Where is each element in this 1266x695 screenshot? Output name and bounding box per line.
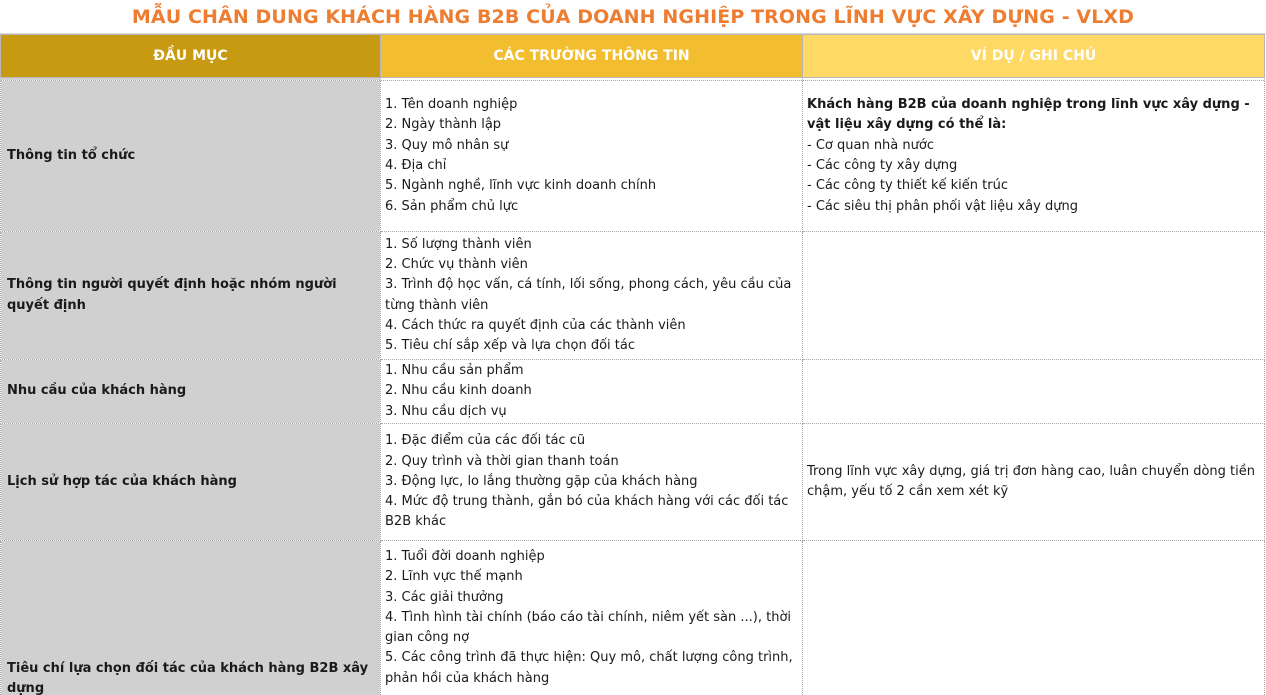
field-item: 3. Nhu cầu dịch vụ [385, 403, 507, 419]
field-item: 2. Ngày thành lập [385, 117, 502, 133]
field-item: 1. Nhu cầu sản phẩm [385, 363, 524, 379]
table-row [1, 81, 1265, 232]
field-item: 3. Trình độ học vấn, cá tính, lối sống, phong cách, yêu cầu của từng thành viên [385, 277, 792, 313]
note-item: - Các siêu thị phân phối vật liệu xây dựng [807, 198, 1078, 214]
category-cell[interactable] [1, 360, 381, 424]
notes-cell[interactable] [803, 424, 1265, 541]
header-notes[interactable]: VÍ DỤ / GHI CHÚ [803, 35, 1265, 78]
field-item: 2. Nhu cầu kinh doanh [385, 383, 532, 399]
field-item: 3. Các giải thưởng [385, 589, 504, 605]
field-item: 6. Sản phẩm chủ lực [385, 198, 519, 214]
sheet-title: MẪU CHÂN DUNG KHÁCH HÀNG B2B CỦA DOANH NGHIỆP TRONG LĨNH VỰC XÂY DỰNG - VLXD [0, 0, 1266, 34]
notes-cell[interactable] [803, 360, 1265, 424]
fields-cell[interactable] [381, 232, 803, 360]
field-item: 1. Tên doanh nghiệp [385, 97, 518, 113]
note-heading: Khách hàng B2B của doanh nghiệp trong lĩnh vực xây dựng - vật liệu xây dựng có thể là: [807, 97, 1250, 133]
header-row [1, 35, 1265, 78]
note-item: - Các công ty xây dựng [807, 158, 958, 173]
table-row [1, 424, 1265, 541]
field-item: 5. Các công trình đã thực hiện: Quy mô, chất lượng công trình, phản hồi của khách hàng [385, 650, 793, 686]
field-item: 2. Quy trình và thời gian thanh toán [385, 453, 619, 469]
customer-profile-table [0, 34, 1265, 695]
category-label: Thông tin người quyết định hoặc nhóm người quyết định [7, 277, 337, 313]
fields-cell[interactable] [381, 81, 803, 232]
field-item: 3. Quy mô nhân sự [385, 137, 509, 153]
notes-cell[interactable] [803, 81, 1265, 232]
table-row [1, 232, 1265, 360]
field-item: 1. Tuổi đời doanh nghiệp [385, 549, 545, 564]
field-item: 1. Đặc điểm của các đối tác cũ [385, 433, 586, 449]
field-item: 4. Tình hình tài chính (báo cáo tài chính, niêm yết sàn ...), thời gian công nợ [385, 609, 792, 646]
field-item: 2. Lĩnh vực thế mạnh [385, 569, 523, 585]
category-cell[interactable] [1, 541, 381, 695]
field-item: 5. Ngành nghề, lĩnh vực kinh doanh chính [385, 178, 657, 194]
category-label: Thông tin tổ chức [7, 147, 136, 163]
note-text: Trong lĩnh vực xây dựng, giá trị đơn hàng cao, luân chuyển dòng tiền chậm, yếu tố 2 cần xem xét kỹ [807, 463, 1255, 499]
field-item: 1. Số lượng thành viên [385, 236, 532, 252]
category-cell[interactable] [1, 81, 381, 232]
note-item: - Các công ty thiết kế kiến trúc [807, 178, 1008, 194]
table-row [1, 541, 1265, 695]
notes-cell[interactable] [803, 541, 1265, 695]
category-label: Tiêu chí lựa chọn đối tác của khách hàng B2B xây dựng [7, 661, 369, 695]
fields-cell[interactable] [381, 541, 803, 695]
header-category[interactable]: ĐẦU MỤC [1, 35, 381, 78]
fields-cell[interactable] [381, 360, 803, 424]
category-cell[interactable] [1, 424, 381, 541]
field-item: 4. Mức độ trung thành, gắn bó của khách hàng với các đối tác B2B khác [385, 494, 789, 530]
notes-cell[interactable] [803, 232, 1265, 360]
field-item: 5. Tiêu chí sắp xếp và lựa chọn đối tác [385, 338, 636, 354]
field-item: 4. Cách thức ra quyết định của các thành viên [385, 317, 686, 333]
table-row [1, 360, 1265, 424]
category-label: Nhu cầu của khách hàng [7, 383, 187, 399]
note-item: - Cơ quan nhà nước [807, 137, 934, 153]
category-label: Lịch sử hợp tác của khách hàng [7, 473, 237, 489]
category-cell[interactable] [1, 232, 381, 360]
field-item: 2. Chức vụ thành viên [385, 256, 528, 272]
field-item: 3. Động lực, lo lắng thường gặp của khách hàng [385, 473, 698, 489]
header-fields[interactable]: CÁC TRƯỜNG THÔNG TIN [381, 35, 803, 78]
field-item: 4. Địa chỉ [385, 158, 447, 173]
fields-cell[interactable] [381, 424, 803, 541]
